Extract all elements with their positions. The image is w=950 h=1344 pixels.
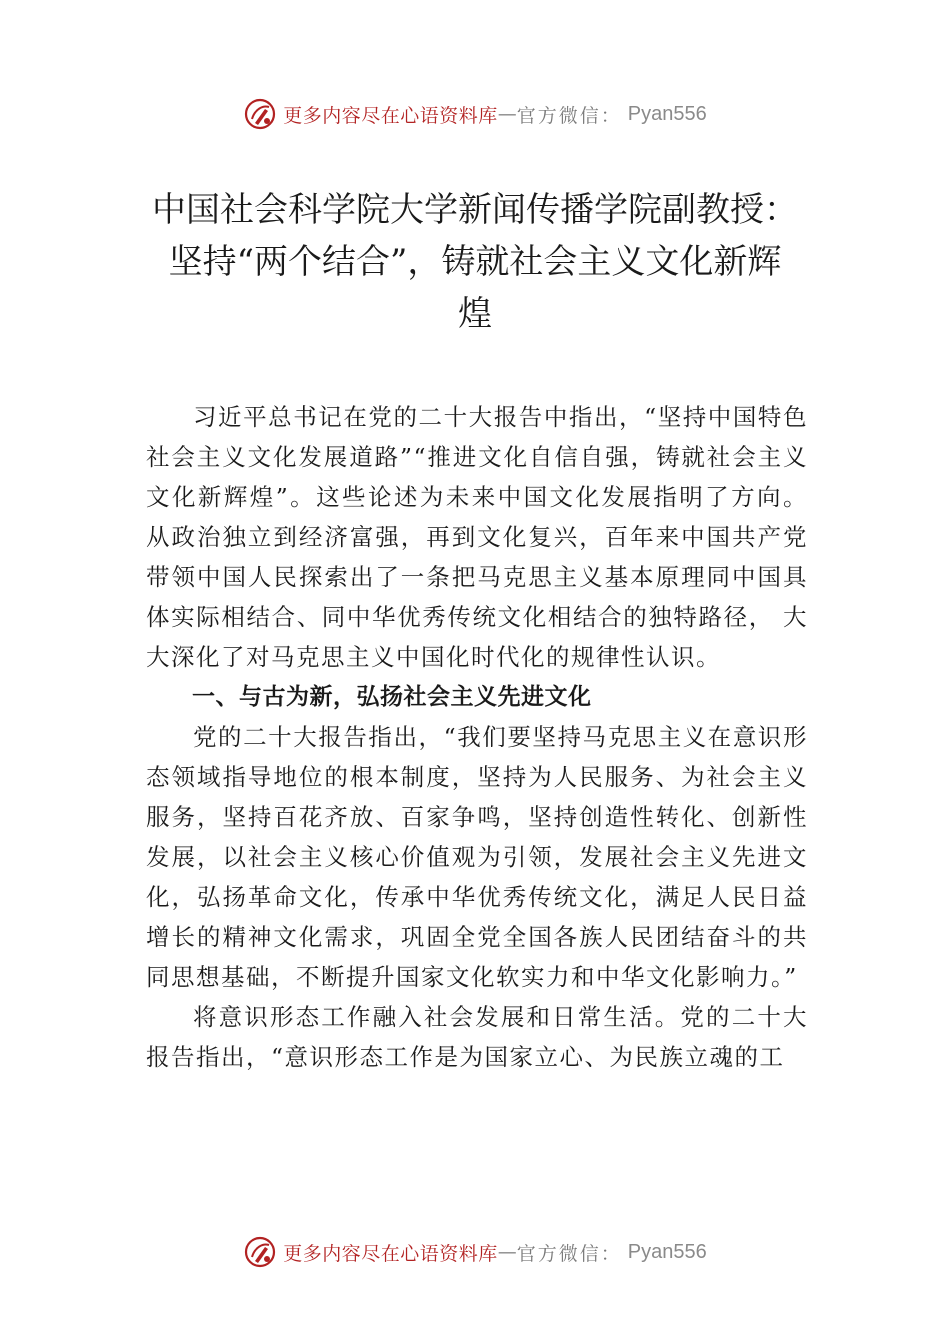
logo-icon	[243, 1235, 277, 1269]
paragraph-ideology: 将意识形态工作融入社会发展和日常生活。党的二十大报告指出，“意识形态工作是为国家立心、为民族立魂的工	[146, 1003, 808, 1071]
brand-name: 更多内容尽在心语资料库	[283, 1242, 498, 1265]
wechat-id: Pyan556	[627, 102, 707, 125]
banner-separator: —	[497, 103, 517, 125]
document-title	[120, 184, 830, 340]
banner-separator: —	[497, 1241, 517, 1263]
brand-name: 更多内容尽在心语资料库	[283, 104, 498, 127]
document-body	[146, 397, 808, 1077]
wechat-label: 官方微信：	[516, 104, 622, 127]
title-line-3: 煌	[458, 294, 492, 334]
section-heading-1: 一、与古为新，弘扬社会主义先进文化	[192, 684, 592, 710]
wechat-label: 官方微信：	[516, 1242, 622, 1265]
title-line-2: 坚持“两个结合”，铸就社会主义文化新辉	[168, 242, 782, 282]
paragraph-intro: 习近平总书记在党的二十大报告中指出，“坚持中国特色社会主义文化发展道路”“推进文化自信自强，铸就社会主义文化新辉煌”。这些论述为未来中国文化发展指明了方向。从政治独立到经济富强，再到文化复兴，百年来中国共产党带领中国人民探索出了一条把马克思主义基本原理同中国具体实际相结合、同中华优秀传统文化相结合的独特路径， 大大深化了对马克思主义中国化时代化的规律性认识。	[146, 403, 808, 671]
wechat-id: Pyan556	[627, 1240, 707, 1263]
title-line-1: 中国社会科学院大学新闻传播学院副教授：	[152, 190, 798, 230]
footer-banner	[0, 1232, 950, 1272]
paragraph-report-quote: 党的二十大报告指出，“我们要坚持马克思主义在意识形态领域指导地位的根本制度，坚持为人民服务、为社会主义服务，坚持百花齐放、百家争鸣，坚持创造性转化、创新性发展，以社会主义核心价值观为引领，发展社会主义先进文化，弘扬革命文化，传承中华优秀传统文化，满足人民日益增长的精神文化需求，巩固全党全国各族人民团结奋斗的共同思想基础，不断提升国家文化软实力和中华文化影响力。”	[146, 723, 808, 991]
header-banner	[0, 94, 950, 134]
logo-icon	[243, 97, 277, 131]
